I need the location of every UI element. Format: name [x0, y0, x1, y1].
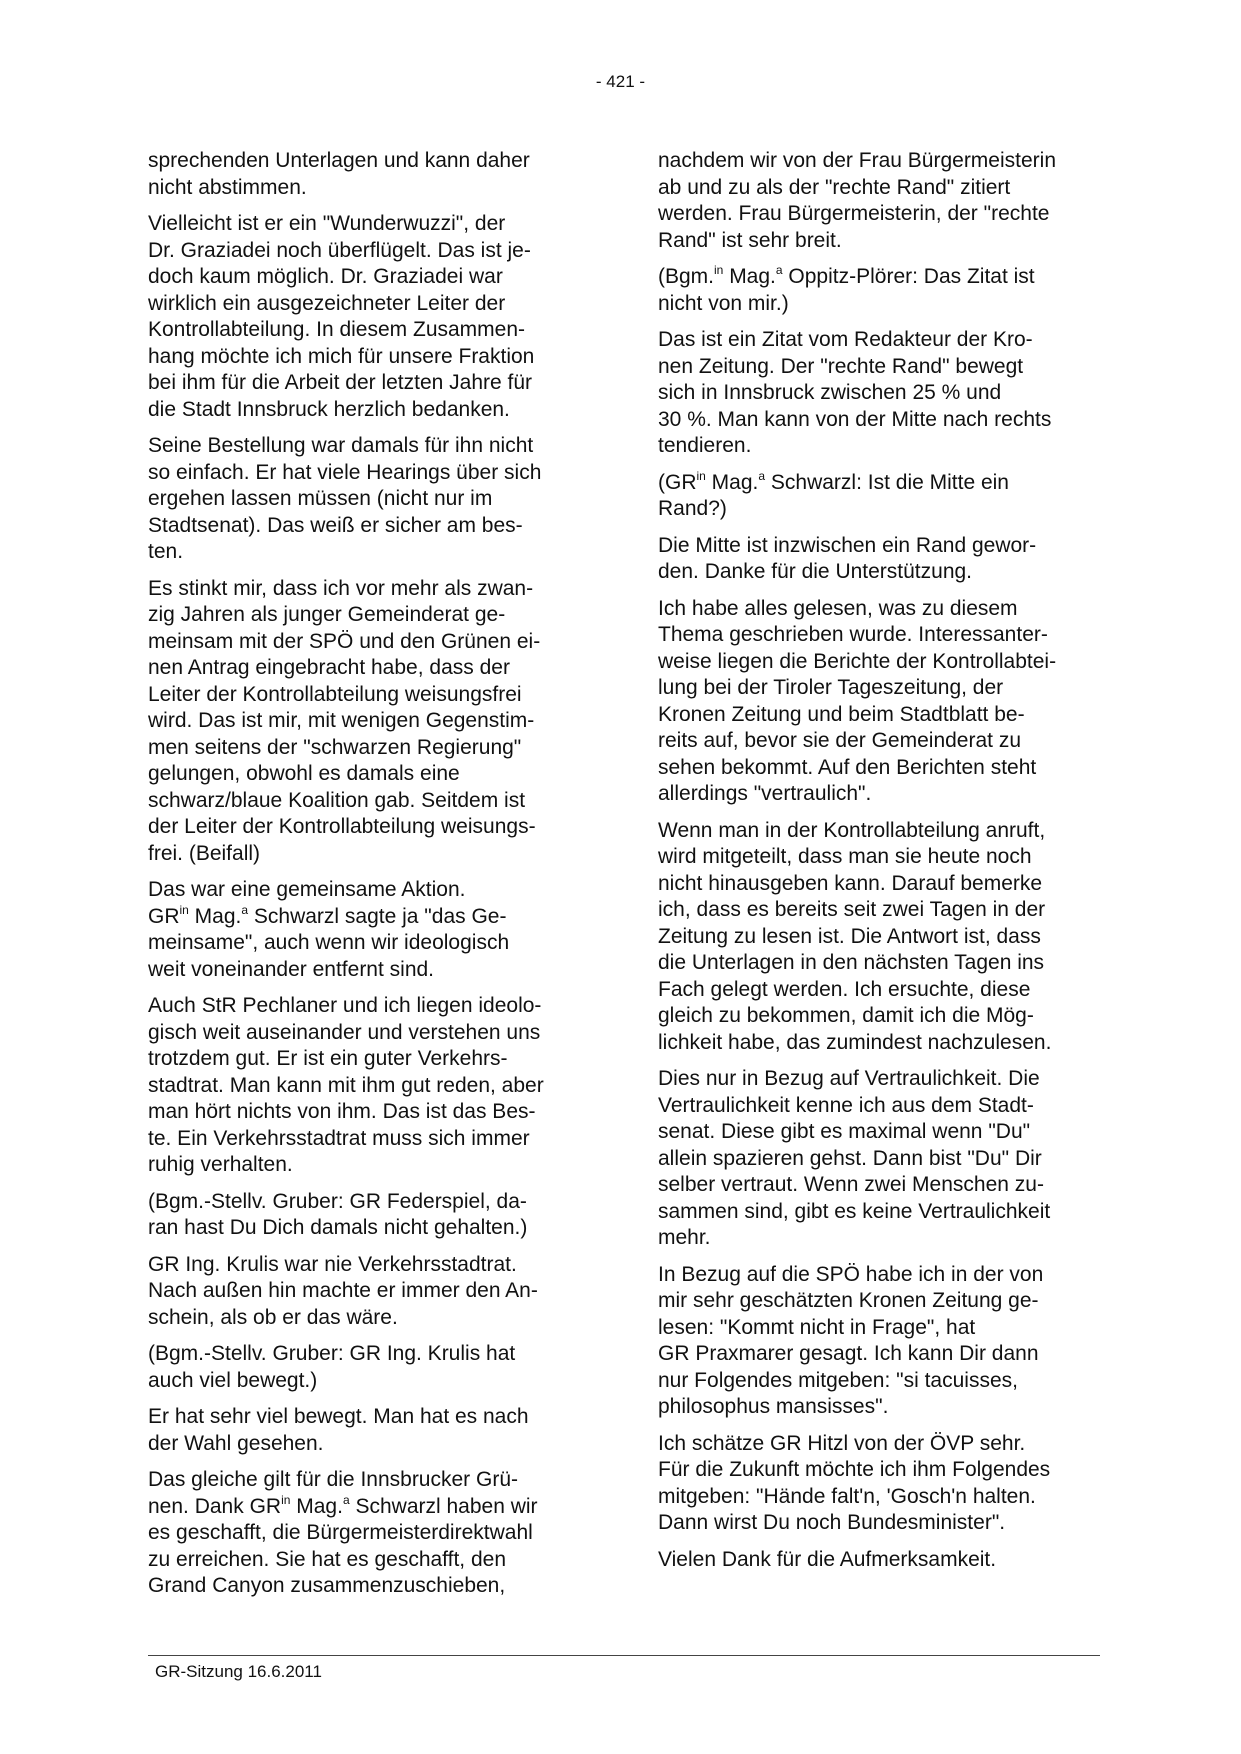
paragraph: Es stinkt mir, dass ich vor mehr als zwan- zig Jahren als junger Gemeinderat ge- meinsam mit der SPÖ und den Grünen ei- nen Antrag eingebracht habe, dass der Leiter der Kontrollabteilung weisungsfrei wird. Das ist mir, mit wenigen Gegenstim- men seitens der "schwarzen Regierung" gelungen, obwohl es damals eine schwarz/blaue Koalition gab. Seitdem ist der Leiter der Kontrollabteilung weisungs- frei. (Beifall): [148, 576, 541, 865]
paragraph: [658, 264, 1098, 317]
paragraph: Ich schätze GR Hitzl von der ÖVP sehr. Für die Zukunft möchte ich ihm Folgendes mitgeben: "Hände falt'n, 'Gosch'n halten. Dann wirst Du noch Bundesminister".: [658, 1431, 1051, 1534]
footer-divider: [148, 1655, 1100, 1656]
text-run: (Bgm.: [658, 265, 715, 288]
paragraph: [148, 877, 585, 983]
superscript: in: [696, 468, 706, 483]
paragraph: Ich habe alles gelesen, was zu diesem Thema geschrieben wurde. Interessanter- weise liegen die Berichte der Kontrollabtei- lung bei der Tiroler Tageszeitung, der Kronen Zeitung und beim Stadtblatt be- reits auf, bevor sie der Gemeinderat zu sehen bekommt. Auf den Berichten steht allerdings "vertraulich".: [658, 596, 1057, 805]
paragraph: Seine Bestellung war damals für ihn nicht so einfach. Er hat viele Hearings über sich ergehen lassen müssen (nicht nur im Stadtsenat). Das weiß er sicher am bes- ten.: [148, 434, 542, 563]
text-run: (GR: [658, 470, 697, 494]
paragraph: Wenn man in der Kontrollabteilung anruft, wird mitgeteilt, dass man sie heute noch nicht hinausgeben kann. Darauf bemerke ich, dass es bereits seit zwei Tagen in der Zeitung zu lesen ist. Die Antwort ist, dass die Unterlagen in den nächsten Tagen ins Fach gelegt werden. Ich ersuchte, diese gleich zu bekommen, damit ich die Mög- lichkeit habe, das zumindest nachzulesen.: [658, 818, 1052, 1054]
text-run: Das war eine gemeinsame Aktion.: [148, 878, 466, 901]
paragraph: In Bezug auf die SPÖ habe ich in der von mir sehr geschätzten Kronen Zeitung ge- lesen: "Kommt nicht in Frage", hat GR Praxmarer gesagt. Ich kann Dir dann nur Folgendes mitgeben: "si tacuisses, philosophus mansisses".: [658, 1262, 1044, 1418]
text-run: Mag.: [705, 470, 759, 494]
paragraph: Dies nur in Bezug auf Vertraulichkeit. Die Vertraulichkeit kenne ich aus dem Stadt- senat. Diese gibt es maximal wenn "Du" allein spazieren gehst. Dann bist "Du" Dir selber vertraut. Wenn zwei Menschen zu- sammen sind, gibt es keine Vertraulichkeit mehr.: [658, 1067, 1051, 1249]
text-run: Mag.: [290, 1494, 343, 1518]
text-run: Oppitz-Plörer: Das Zitat ist nicht von mir.): [658, 265, 1035, 315]
paragraph: Vielen Dank für die Aufmerksamkeit.: [658, 1547, 997, 1571]
text-run: Mag.: [188, 904, 242, 928]
superscript: in: [714, 263, 724, 277]
text-run: Mag.: [723, 265, 776, 288]
superscript: in: [281, 1492, 291, 1507]
text-run: GR: [148, 904, 180, 928]
superscript: a: [758, 468, 766, 483]
paragraph: Vielleicht ist er ein "Wunderwuzzi", der Dr. Graziadei noch überflügelt. Das ist je- doch kaum möglich. Dr. Graziadei war wirklich ein ausgezeichneter Leiter der Kontrollabteilung. In diesem Zusammen- hang möchte ich mich für unsere Fraktion bei ihm für die Arbeit der letzten Jahre für die Stadt Innsbruck herzlich bedanken.: [148, 212, 535, 421]
paragraph: Die Mitte ist inzwischen ein Rand gewor- den. Danke für die Unterstützung.: [658, 533, 1037, 583]
paragraph: Auch StR Pechlaner und ich liegen ideolo- gisch weit auseinander und verstehen uns trotzdem gut. Er ist ein guter Verkehrs- stadtrat. Man kann mit ihm gut reden, aber man hört nichts von ihm. Das ist das Bes- te. Ein Verkehrsstadtrat muss sich immer ruhig verhalten.: [148, 994, 544, 1176]
paragraph: (Bgm.-Stellv. Gruber: GR Ing. Krulis hat auch viel bewegt.): [148, 1342, 516, 1392]
superscript: a: [342, 1492, 350, 1507]
superscript: a: [775, 263, 783, 277]
paragraph: (Bgm.-Stellv. Gruber: GR Federspiel, da- ran hast Du Dich damals nicht gehalten.): [148, 1189, 528, 1239]
text-run: Das gleiche gilt für die Innsbrucker Grü- nen. Dank GR: [148, 1468, 518, 1518]
text-run: Schwarzl haben wir es geschafft, die Bürgermeisterdirektwahl zu erreichen. Sie hat es geschafft, den Grand Canyon zusammenzuschieben,: [148, 1494, 538, 1597]
paragraph: [148, 1467, 585, 1600]
paragraph: GR Ing. Krulis war nie Verkehrsstadtrat. Nach außen hin machte er immer den An- schein, als ob er das wäre.: [148, 1252, 538, 1329]
text-run: Schwarzl sagte ja "das Ge- meinsame", auch wenn wir ideologisch weit voneinander entfernt sind.: [148, 904, 510, 981]
left-column: [148, 148, 585, 1610]
paragraph: [658, 470, 1098, 523]
footer-text: GR-Sitzung 16.6.2011: [155, 1662, 322, 1681]
paragraph: nachdem wir von der Frau Bürgermeisterin ab und zu als der "rechte Rand" zitiert werden. Frau Bürgermeisterin, der "rechte Rand" ist sehr breit.: [658, 149, 1056, 252]
paragraph: Er hat sehr viel bewegt. Man hat es nach der Wahl gesehen.: [148, 1405, 529, 1455]
superscript: in: [179, 902, 189, 917]
superscript: a: [241, 902, 249, 917]
text-run: Schwarzl: Ist die Mitte ein Rand?): [658, 470, 1009, 520]
right-column: [658, 148, 1098, 1583]
page-number: - 421 -: [595, 72, 646, 91]
paragraph: Das ist ein Zitat vom Redakteur der Kro- nen Zeitung. Der "rechte Rand" bewegt sich in Innsbruck zwischen 25 % und 30 %. Man kann von der Mitte nach rechts tendieren.: [658, 328, 1052, 457]
paragraph: sprechenden Unterlagen und kann daher nicht abstimmen.: [148, 149, 530, 199]
